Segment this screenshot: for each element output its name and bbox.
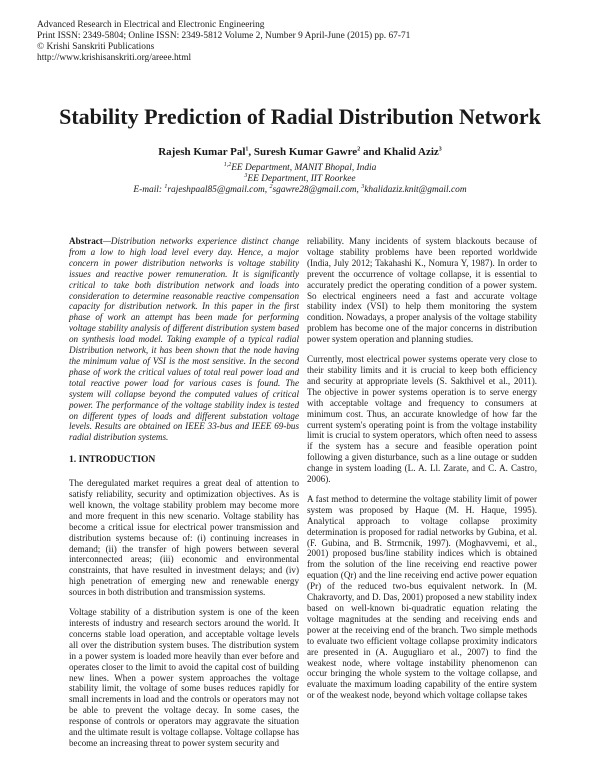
- journal-issn: Print ISSN: 2349-5804; Online ISSN: 2349-5812 Volume 2, Number 9 April-June (2015) pp. 67-71: [37, 31, 411, 41]
- email-1-marker: 1: [164, 183, 168, 190]
- affiliation-2-marker: 3: [244, 172, 248, 179]
- affiliations: [0, 163, 600, 196]
- journal-copyright: © Krishi Sanskriti Publications: [37, 42, 155, 52]
- journal-header: [37, 20, 410, 64]
- left-column: [69, 236, 299, 758]
- author-1: Rajesh Kumar Pal: [158, 146, 246, 158]
- abstract-text: —Distribution networks experience distinct change from a low to high load level every day. Hence, a major concern in power distribution networks is voltage stability issues and reactive power remuneration. It is significantly critical to take both distribution network and loads into consideration to determine reasonable reactive compensation capacity for distribution network. In this paper in the first phase of work an attempt has been made for performing voltage stability analysis of different distribution system based on synthesis load model. Taking example of a typical radial Distribution network, it has been shown that the node having the minimum value of VSI is the most sensitive. In the second phase of work the critical values of total real power load and total reactive power load for various cases is found. The system will collapse beyond the computed values of critical power. The performance of the voltage stability index is tested on different types of loads and different substation voltage levels. Results are obtained on IEEE 33-bus and IEEE 69-bus radial distribution systems.: [69, 236, 299, 443]
- right-paragraph-1: reliability. Many incidents of system blackouts because of voltage stability problems have been reported worldwide (India, July 2012; Takahashi K., Nomura Y, 1987). In order to prevent the occurrence of voltage collapse, it is essential to accurately predict the operating condition of a power system. So electrical engineers need a fast and accurate voltage stability index (VSI) to help them monitoring the system condition. Nowadays, a proper analysis of the voltage stability problem has become one of the major concerns in distribution power system operation and planning studies.: [307, 236, 537, 345]
- affiliation-1: [0, 163, 600, 174]
- affiliation-1-text: EE Department, MANIT Bhopal, India: [231, 163, 377, 173]
- email-1[interactable]: rajeshpaal85@gmail.com,: [167, 185, 270, 195]
- paper-title: Stability Prediction of Radial Distribution Network: [59, 104, 541, 129]
- affiliation-1-marker: 1,2: [223, 161, 232, 168]
- affiliation-2-text: EE Department, IIT Roorkee: [247, 174, 356, 184]
- author-1-marker: 1: [245, 146, 249, 153]
- author-3: Khalid Aziz: [383, 146, 439, 158]
- author-2-marker: 2: [357, 146, 361, 153]
- email-prefix: E-mail:: [133, 185, 165, 195]
- email-3-marker: 3: [361, 183, 365, 190]
- right-paragraph-3: A fast method to determine the voltage stability limit of power system was proposed by Haque (M. H. Haque, 1995). Analytical approach to voltage collapse proximity determination is proposed for radial networks by Gubina, et al. (F. Gubina, and B. Strmcnik, 1997). (Moghavvemi, et al., 2001) proposed bus/line stability indices which is obtained from the solution of the line receiving end reactive power equation (Qr) and the line receiving end active power equation (Pr) of the reduced two-bus equivalent network. In (M. Chakravorty, and D. Das, 2001) proposed a new stability index based on well-known bi-quadratic equation relating the voltage magnitudes at the sending and receiving ends and power at the receiving end of the branch. Two simple methods to evaluate two efficient voltage collapse proximity indicators are presented in (A. Augugliaro et al., 2007) to find the weakest node, where voltage instability phenomenon can occur bringing the whole system to the voltage collapse, and evaluate the maximum loading capability of the entire system or of the weakest node, beyond which voltage collapse takes: [307, 493, 537, 701]
- email-3[interactable]: khalidaziz.knit@gmail.com: [364, 185, 467, 195]
- right-column: [307, 236, 537, 710]
- author-separator: and: [360, 146, 384, 158]
- email-2[interactable]: sgawre28@gmail.com,: [272, 185, 362, 195]
- intro-paragraph-2: Voltage stability of a distribution system is one of the keen interests of industry and research sectors around the world. It concerns stable load operation, and acceptable voltage levels all over the distribution system buses. The distribution system in a power system is loaded more heavily than ever before and operates closer to the limit to avoid the capital cost of building new lines. When a power system approaches the voltage stability limit, the voltage of some buses reduces rapidly for small increments in load and the controls or operators may not be able to prevent the voltage decay. In some cases, the response of controls or operators may aggravate the situation and the ultimate result is voltage collapse. Voltage collapse has become an increasing threat to power system security and: [69, 607, 299, 748]
- right-paragraph-2: Currently, most electrical power systems operate very close to their stability limits and it is crucial to keep both efficiency and security at appropriate levels (S. Sakthivel et al., 2011). The objective in power systems operation is to serve energy with acceptable voltage and frequency to consumers at minimum cost. Thus, an accurate knowledge of how far the current system's operating point is from the voltage instability limit is crucial to system operators, which often need to assess if the system has a secure and feasible operation point following a given disturbance, such as a line outage or sudden change in system loading (L. A. Ll. Zarate, and C. A. Castro, 2006).: [307, 354, 537, 485]
- section-heading-introduction: 1. INTRODUCTION: [69, 454, 156, 466]
- journal-url[interactable]: http://www.krishisanskriti.org/areee.html: [37, 53, 192, 63]
- author-3-marker: 3: [438, 146, 442, 153]
- author-list: [0, 146, 600, 159]
- journal-name: Advanced Research in Electrical and Electronic Engineering: [37, 20, 265, 30]
- abstract-label: Abstract: [69, 236, 103, 246]
- intro-paragraph-1: The deregulated market requires a great deal of attention to satisfy reliability, security and optimization objectives. As is well known, the voltage stability problem may become more and more frequent in this new scenario. Voltage stability has become a critical issue for electrical power transmission and distribution systems because of: (i) continuing increases in demand; (ii) the transfer of high powers between several interconnected areas; (iii) economic and environmental constraints, that have resulted in investment delays; and (iv) high penetration of emerging new and renewable energy sources in both distribution and transmission systems.: [69, 478, 299, 598]
- abstract: [69, 236, 299, 443]
- author-2: Suresh Kumar Gawre: [253, 146, 358, 158]
- email-2-marker: 2: [269, 183, 273, 190]
- affiliation-2: [0, 174, 600, 185]
- email-line: [0, 185, 600, 196]
- author-separator: ,: [248, 146, 254, 158]
